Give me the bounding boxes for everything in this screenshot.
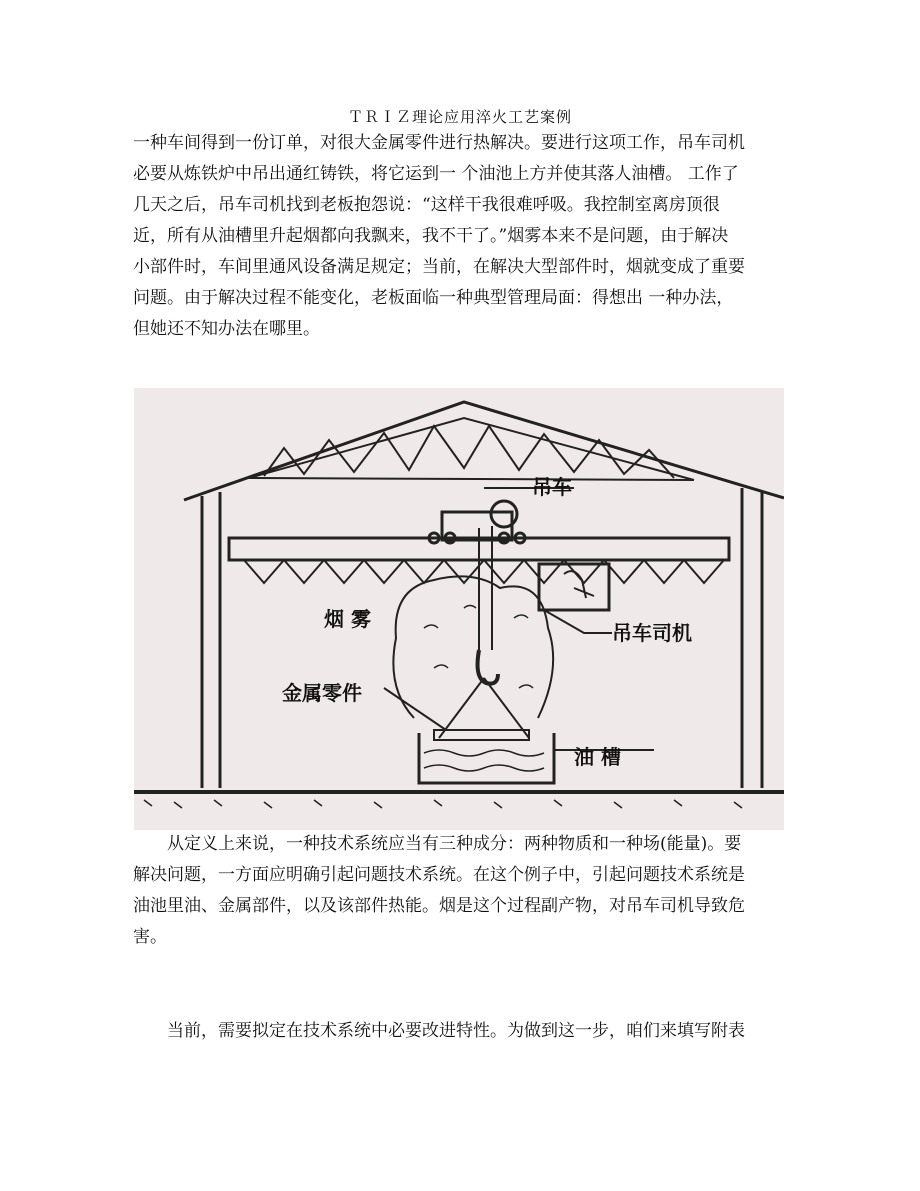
paragraph-line: 问题。由于解决过程不能变化，老板面临一种典型管理局面：得想出 一种办法，: [133, 288, 734, 308]
paragraph-line: 近，所有从油槽里升起烟都向我飘来，我不干了。”烟雾本来不是问题，由于解决: [133, 226, 729, 246]
paragraph-2: [133, 829, 787, 953]
metal-part: [434, 730, 529, 740]
paragraph-line: 几天之后，吊车司机找到老板抱怨说：“这样干我很难呼吸。我控制室离房顶很: [133, 195, 720, 215]
label-crane-operator: 吊车司机: [612, 621, 692, 645]
paragraph-line: 当前，需要拟定在技术系统中必要改进特性。为做到这一步，咱们来填写附表: [167, 1021, 745, 1041]
label-crane: 吊车: [532, 475, 572, 499]
workshop-illustration: [134, 388, 784, 830]
workshop-drawing: [134, 388, 784, 830]
document-title: ＴＲＩＺ理论应用淬火工艺案例: [347, 108, 572, 126]
paragraph-line: 一种车间得到一份订单，对很大金属零件进行热解决。要进行这项工作，吊车司机: [133, 133, 745, 153]
paragraph-1: [133, 128, 787, 345]
roof-line: [184, 402, 784, 500]
paragraph-line: 从定义上来说，一种技术系统应当有三种成分：两种物质和一种场(能量)。要: [167, 834, 742, 854]
paragraph-3: [133, 1016, 787, 1047]
paragraph-line: 小部件时，车间里通风设备满足规定；当前，在解决大型部件时，烟就变成了重要: [133, 257, 745, 277]
label-oil-tank: 油 槽: [574, 745, 621, 769]
paragraph-line: 解决问题，一方面应明确引起问题技术系统。在这个例子中，引起问题技术系统是: [133, 865, 745, 885]
smoke-cloud: [393, 576, 553, 718]
paragraph-line: 但她还不知办法在哪里。: [133, 319, 320, 339]
paragraph-line: 害。: [133, 927, 167, 947]
right-column: [742, 488, 762, 788]
label-smoke: 烟 雾: [324, 607, 371, 631]
paragraph-line: 油池里油、金属部件，以及该部件热能。烟是这个过程副产物，对吊车司机导致危: [133, 896, 745, 916]
label-metal-part: 金属零件: [282, 681, 362, 705]
left-column: [202, 492, 220, 788]
crane-hook: [478, 650, 498, 684]
paragraph-line: 必要从炼铁炉中吊出通红铸铁，将它运到一 个油池上方并使其落人油槽。 工作了: [133, 164, 739, 184]
